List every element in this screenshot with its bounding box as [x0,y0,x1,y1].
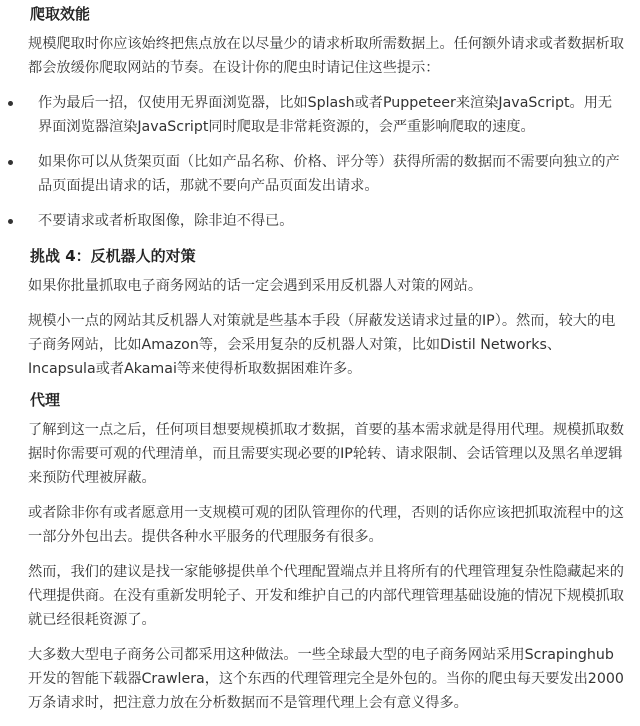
paragraph-proxy-4: 大多数大型电子商务公司都采用这种做法。一些全球最大型的电子商务网站采用Scrapinghub开发的智能下载器Crawlera，这个东西的代理管理完全是外包的。当你的爬虫每天要发出2000万条请求时，把注意力放在分析数据而不是管理代理上会有意义得多。 [28,647,624,711]
section-heading-crawl-efficiency: 爬取效能 [30,5,91,23]
tips-list [28,91,624,233]
list-item-text: 如果你可以从货架页面（比如产品名称、价格、评分等）获得所需的数据而不需要向独立的产品页面提出请求的话，那就不要向产品页面发出请求。 [38,154,620,194]
paragraph-anti-bot-2: 规模小一点的网站其反机器人对策就是些基本手段（屏蔽发送请求过量的IP）。然而，较大的电子商务网站，比如Amazon等，会采用复杂的反机器人对策，比如Distil Networks、Incapsula或者Akamai等来使得析取数据困难许多。 [28,313,616,377]
bullet-icon [8,160,13,165]
list-item [28,150,624,198]
bullet-icon [8,101,13,106]
bullet-icon [8,219,13,224]
list-item [28,91,624,139]
paragraph-proxy-1: 了解到这一点之后，任何项目想要规模抓取才数据，首要的基本需求就是得用代理。规模抓取数据时你需要可观的代理清单，而且需要实现必要的IP轮转、请求限制、会话管理以及黑名单逻辑来预防代理被屏蔽。 [28,422,624,486]
paragraph-proxy-2: 或者除非你有或者愿意用一支规模可观的团队管理你的代理，否则的话你应该把抓取流程中的这一部分外包出去。提供各种水平服务的代理服务有很多。 [28,505,624,545]
paragraph-anti-bot-1: 如果你批量抓取电子商务网站的话一定会遇到采用反机器人对策的网站。 [28,278,483,294]
list-item-text: 作为最后一招，仅使用无界面浏览器，比如Splash或者Puppeteer来渲染JavaScript。用无界面浏览器渲染JavaScript同时爬取是非常耗资源的，会严重影响爬取的速度。 [38,95,613,135]
list-item [28,209,624,233]
section-heading-proxy: 代理 [30,391,61,409]
paragraph-crawl-efficiency-intro: 规模爬取时你应该始终把焦点放在以尽量少的请求析取所需数据上。任何额外请求或者数据析取都会放缓你爬取网站的节奏。在设计你的爬虫时请记住这些提示： [28,36,624,76]
paragraph-proxy-3: 然而，我们的建议是找一家能够提供单个代理配置端点并且将所有的代理管理复杂性隐藏起来的代理提供商。在没有重新发明轮子、开发和维护自己的内部代理管理基础设施的情况下规模抓取就已经很耗资源了。 [28,564,624,628]
list-item-text: 不要请求或者析取图像，除非迫不得已。 [38,213,294,229]
section-heading-anti-bot: 挑战 4：反机器人的对策 [30,247,196,265]
